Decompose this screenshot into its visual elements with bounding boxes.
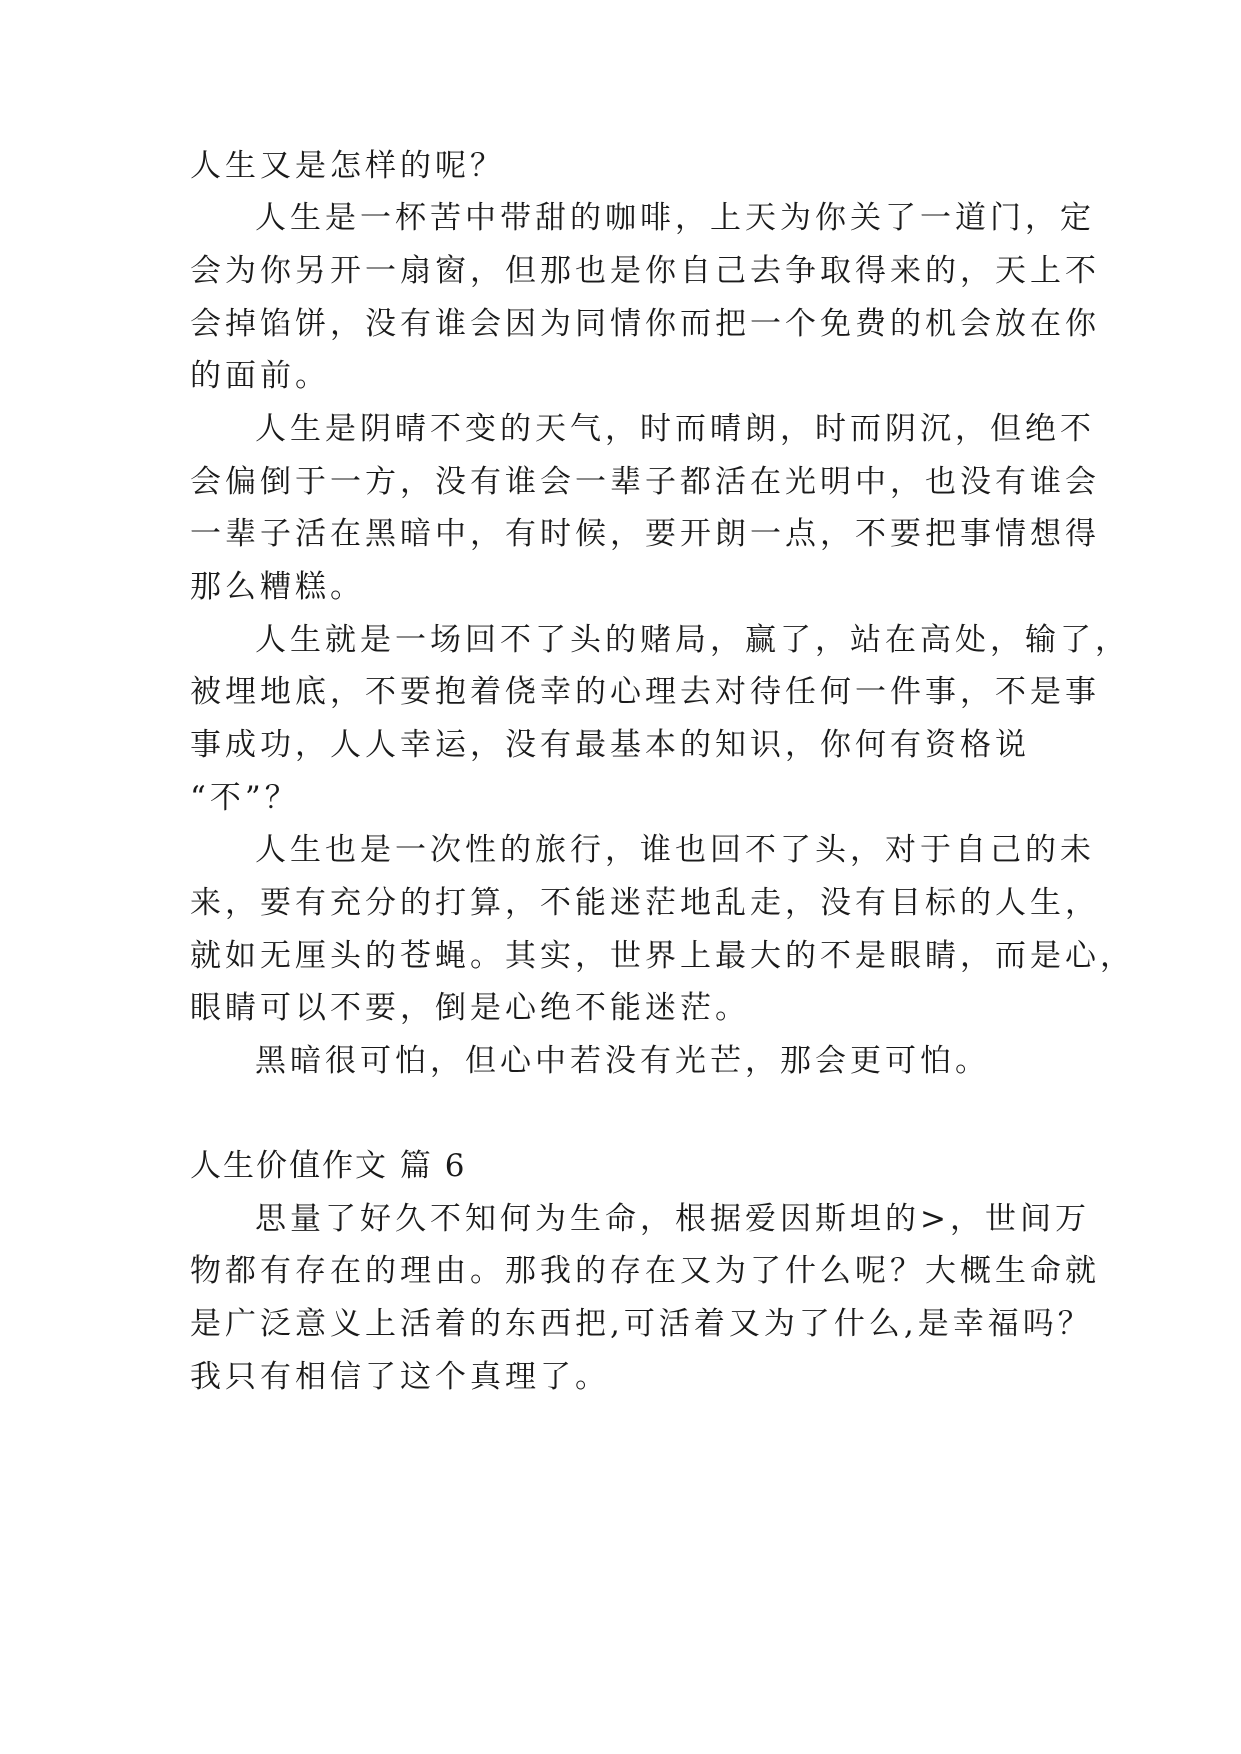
paragraph-line: 被埋地底，不要抱着侥幸的心理去对待任何一件事，不是事 [190,674,1100,710]
paragraph-line: 人生就是一场回不了头的赌局，赢了，站在高处，输了， [255,622,1130,658]
paragraph-line: “不”？ [190,780,300,816]
paragraph-line: 会为你另开一扇窗，但那也是你自己去争取得来的，天上不 [190,253,1100,289]
paragraph-line: 物都有存在的理由。那我的存在又为了什么呢？大概生命就 [190,1253,1100,1289]
paragraph-line: 事成功，人人幸运，没有最基本的知识，你何有资格说 [190,727,1030,763]
paragraph-line: 是广泛意义上活着的东西把,可活着又为了什么,是幸福吗？ [190,1306,1093,1342]
paragraph-line: 人生又是怎样的呢？ [190,148,505,184]
paragraph-line: 会掉馅饼，没有谁会因为同情你而把一个免费的机会放在你 [190,306,1100,342]
paragraph-line: 人生也是一次性的旅行，谁也回不了头，对于自己的未 [255,832,1095,868]
paragraph-line: 就如无厘头的苍蝇。其实，世界上最大的不是眼睛，而是心， [190,938,1135,974]
section-heading: 人生价值作文 篇 6 [190,1148,467,1184]
paragraph-line: 那么糟糕。 [190,569,365,605]
paragraph-line: 人生是阴晴不变的天气，时而晴朗，时而阴沉，但绝不 [255,411,1095,447]
paragraph-line: 人生是一杯苦中带甜的咖啡，上天为你关了一道门，定 [255,200,1095,236]
paragraph-line: 的面前。 [190,358,330,394]
paragraph-line: 眼睛可以不要，倒是心绝不能迷茫。 [190,990,750,1026]
paragraph-line: 来，要有充分的打算，不能迷茫地乱走，没有目标的人生， [190,885,1100,921]
paragraph-line: 我只有相信了这个真理了。 [190,1359,610,1395]
paragraph-line: 思量了好久不知何为生命，根据爱因斯坦的>，世间万 [255,1201,1090,1237]
paragraph-line: 一辈子活在黑暗中，有时候，要开朗一点，不要把事情想得 [190,516,1100,552]
paragraph-line: 会偏倒于一方，没有谁会一辈子都活在光明中，也没有谁会 [190,464,1100,500]
paragraph-line: 黑暗很可怕，但心中若没有光芒，那会更可怕。 [255,1043,990,1079]
